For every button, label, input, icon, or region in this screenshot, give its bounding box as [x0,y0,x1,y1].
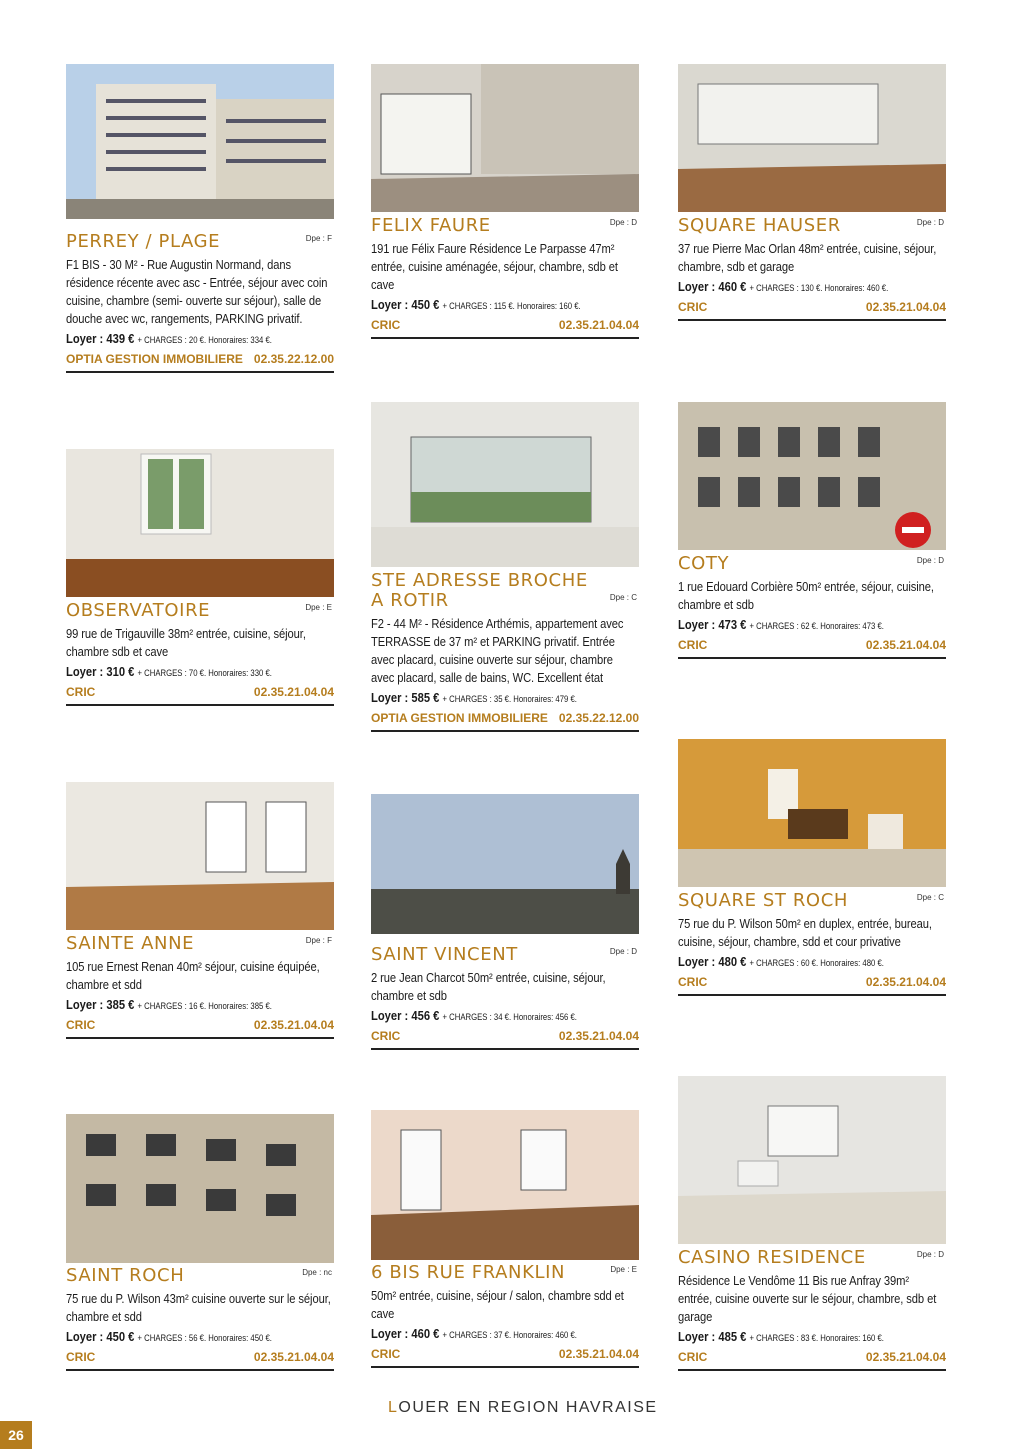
rent-charges: + CHARGES : 56 €. Honoraires: 450 €. [137,1333,272,1343]
listing-title: SAINTE ANNE [66,933,195,954]
agency-line [678,637,946,659]
rent-amount: Loyer : 473 € [678,617,747,632]
listing-title: SQUARE HAUSER [678,215,841,236]
agency-name: OPTIA GESTION IMMOBILIERE [371,711,548,725]
page-number: 26 [0,1421,32,1449]
agency-line [678,299,946,321]
listing-description: 105 rue Ernest Renan 40m² séjour, cuisine équipée, chambre et sdd [66,959,320,992]
agency-phone[interactable]: 02.35.21.04.04 [865,975,946,989]
rent-amount: Loyer : 450 € [371,297,440,312]
rent-line [678,1328,945,1347]
rent-charges: + CHARGES : 35 €. Honoraires: 479 €. [442,694,577,704]
dpe-label: Dpe : nc [302,1268,332,1277]
rent-line [371,1007,638,1026]
dpe-label: Dpe : E [305,603,332,612]
agency-name: CRIC [66,1350,96,1364]
listing-title: 6 BIS RUE FRANKLIN [371,1262,566,1283]
listing-photo [66,64,334,219]
rent-charges: + CHARGES : 16 €. Honoraires: 385 €. [137,1001,272,1011]
dpe-label: Dpe : D [916,218,944,227]
rent-amount: Loyer : 585 € [371,690,440,705]
listing-description: 37 rue Pierre Mac Orlan 48m² entrée, cuisine, séjour, chambre, sdb et garage [678,241,937,274]
dpe-label: Dpe : D [916,1250,944,1259]
agency-phone[interactable]: 02.35.21.04.04 [558,1347,639,1361]
agency-name: CRIC [371,318,401,332]
agency-name: CRIC [678,1350,708,1364]
dpe-label: Dpe : F [305,936,332,945]
rent-amount: Loyer : 310 € [66,664,135,679]
agency-line [678,1349,946,1371]
listing-photo [66,1114,334,1263]
listing-photo [371,1110,639,1260]
rent-line [66,996,333,1015]
agency-line [66,351,334,373]
rent-line [371,1325,638,1344]
agency-name: CRIC [678,638,708,652]
agency-line [66,1349,334,1371]
agency-name: CRIC [371,1347,401,1361]
listing-description: F1 BIS - 30 M² - Rue Augustin Normand, dans résidence récente avec asc - Entrée, séjour avec coin cuisine, chambre (semi- ouverte sur séjour), salle de douche avec wc, rangements, PARKING privatif. [66,257,328,326]
agency-phone[interactable]: 02.35.21.04.04 [865,300,946,314]
rent-line [66,330,333,349]
rent-line [66,1328,333,1347]
rent-amount: Loyer : 485 € [678,1329,747,1344]
listing-description: F2 - 44 M² - Résidence Arthémis, appartement avec TERRASSE de 37 m² et PARKING privatif. Entrée avec placard, cuisine ouverte sur séjour, chambre avec placard, salle de bains, WC. Excellent état [371,616,624,685]
listing-photo [678,402,946,550]
agency-line [66,1017,334,1039]
listing-description: 1 rue Edouard Corbière 50m² entrée, séjour, cuisine, chambre et sdb [678,579,934,612]
listing-photo [371,64,639,212]
agency-line [371,1346,639,1368]
rent-charges: + CHARGES : 20 €. Honoraires: 334 €. [137,335,272,345]
agency-phone[interactable]: 02.35.22.12.00 [558,711,639,725]
dpe-label: Dpe : D [916,556,944,565]
rent-charges: + CHARGES : 34 €. Honoraires: 456 €. [442,1012,577,1022]
dpe-label: Dpe : D [609,218,637,227]
listing-title: FELIX FAURE [371,215,491,236]
rent-line [371,689,638,708]
dpe-label: Dpe : E [610,1265,637,1274]
rent-charges: + CHARGES : 60 €. Honoraires: 480 €. [749,958,884,968]
footer-initial: L [388,1399,399,1416]
page-footer-title [388,1399,658,1417]
agency-name: CRIC [371,1029,401,1043]
listing-photo [66,449,334,597]
rent-charges: + CHARGES : 62 €. Honoraires: 473 €. [749,621,884,631]
rent-amount: Loyer : 480 € [678,954,747,969]
listing-title: SAINT VINCENT [371,944,518,965]
agency-name: OPTIA GESTION IMMOBILIERE [66,352,243,366]
agency-line [371,1028,639,1050]
agency-name: CRIC [66,1018,96,1032]
agency-phone[interactable]: 02.35.21.04.04 [253,685,334,699]
rent-amount: Loyer : 450 € [66,1329,135,1344]
rent-amount: Loyer : 460 € [678,279,747,294]
rent-charges: + CHARGES : 83 €. Honoraires: 160 €. [749,1333,884,1343]
listing-photo [678,739,946,887]
agency-phone[interactable]: 02.35.21.04.04 [253,1350,334,1364]
agency-phone[interactable]: 02.35.21.04.04 [558,318,639,332]
listing-title: PERREY / PLAGE [66,231,221,252]
listing-description: 50m² entrée, cuisine, séjour / salon, chambre sdd et cave [371,1288,624,1321]
listing-title: COTY [678,553,730,574]
dpe-label: Dpe : D [609,947,637,956]
agency-phone[interactable]: 02.35.21.04.04 [558,1029,639,1043]
dpe-label: Dpe : F [305,234,332,243]
agency-line [66,684,334,706]
rent-line [371,296,638,315]
listing-description: 75 rue du P. Wilson 43m² cuisine ouverte sur le séjour, chambre et sdd [66,1291,331,1324]
listing-photo [66,782,334,930]
listing-description: 191 rue Félix Faure Résidence Le Parpasse 47m² entrée, cuisine aménagée, séjour, chambre, sdb et cave [371,241,618,292]
listing-description: Résidence Le Vendôme 11 Bis rue Anfray 39m² entrée, cuisine ouverte sur le séjour, chambre, sdb et garage [678,1273,937,1324]
listing-description: 75 rue du P. Wilson 50m² en duplex, entrée, bureau, cuisine, séjour, chambre, sdd et cour privative [678,916,932,949]
listing-photo [678,64,946,212]
rent-line [678,616,945,635]
agency-name: CRIC [678,975,708,989]
listing-title: SAINT ROCH [66,1265,185,1286]
footer-text: OUER EN REGION HAVRAISE [398,1399,658,1416]
listing-photo [678,1076,946,1244]
listing-title: SQUARE ST ROCH [678,890,849,911]
rent-line [678,278,945,297]
rent-line [678,953,945,972]
rent-amount: Loyer : 456 € [371,1008,440,1023]
listing-title: STE ADRESSE BROCHE A ROTIR [371,570,588,611]
rent-amount: Loyer : 439 € [66,331,135,346]
agency-phone[interactable]: 02.35.21.04.04 [865,638,946,652]
agency-line [678,974,946,996]
agency-phone[interactable]: 02.35.21.04.04 [253,1018,334,1032]
rent-line [66,663,333,682]
rent-charges: + CHARGES : 130 €. Honoraires: 460 €. [749,283,889,293]
listing-photo [371,402,639,567]
agency-name: CRIC [66,685,96,699]
rent-amount: Loyer : 385 € [66,997,135,1012]
listing-title: CASINO RESIDENCE [678,1247,866,1268]
agency-phone[interactable]: 02.35.21.04.04 [865,1350,946,1364]
agency-name: CRIC [678,300,708,314]
rent-charges: + CHARGES : 115 €. Honoraires: 160 €. [442,301,581,311]
rent-charges: + CHARGES : 37 €. Honoraires: 460 €. [442,1330,577,1340]
agency-line [371,317,639,339]
listing-description: 2 rue Jean Charcot 50m² entrée, cuisine, séjour, chambre et sdb [371,970,606,1003]
agency-line [371,710,639,732]
agency-phone[interactable]: 02.35.22.12.00 [253,352,334,366]
listing-photo [371,794,639,934]
listing-title: OBSERVATOIRE [66,600,211,621]
dpe-label: Dpe : C [916,893,944,902]
rent-charges: + CHARGES : 70 €. Honoraires: 330 €. [137,668,272,678]
rent-amount: Loyer : 460 € [371,1326,440,1341]
dpe-label: Dpe : C [609,593,637,602]
listing-description: 99 rue de Trigauville 38m² entrée, cuisine, séjour, chambre sdb et cave [66,626,306,659]
